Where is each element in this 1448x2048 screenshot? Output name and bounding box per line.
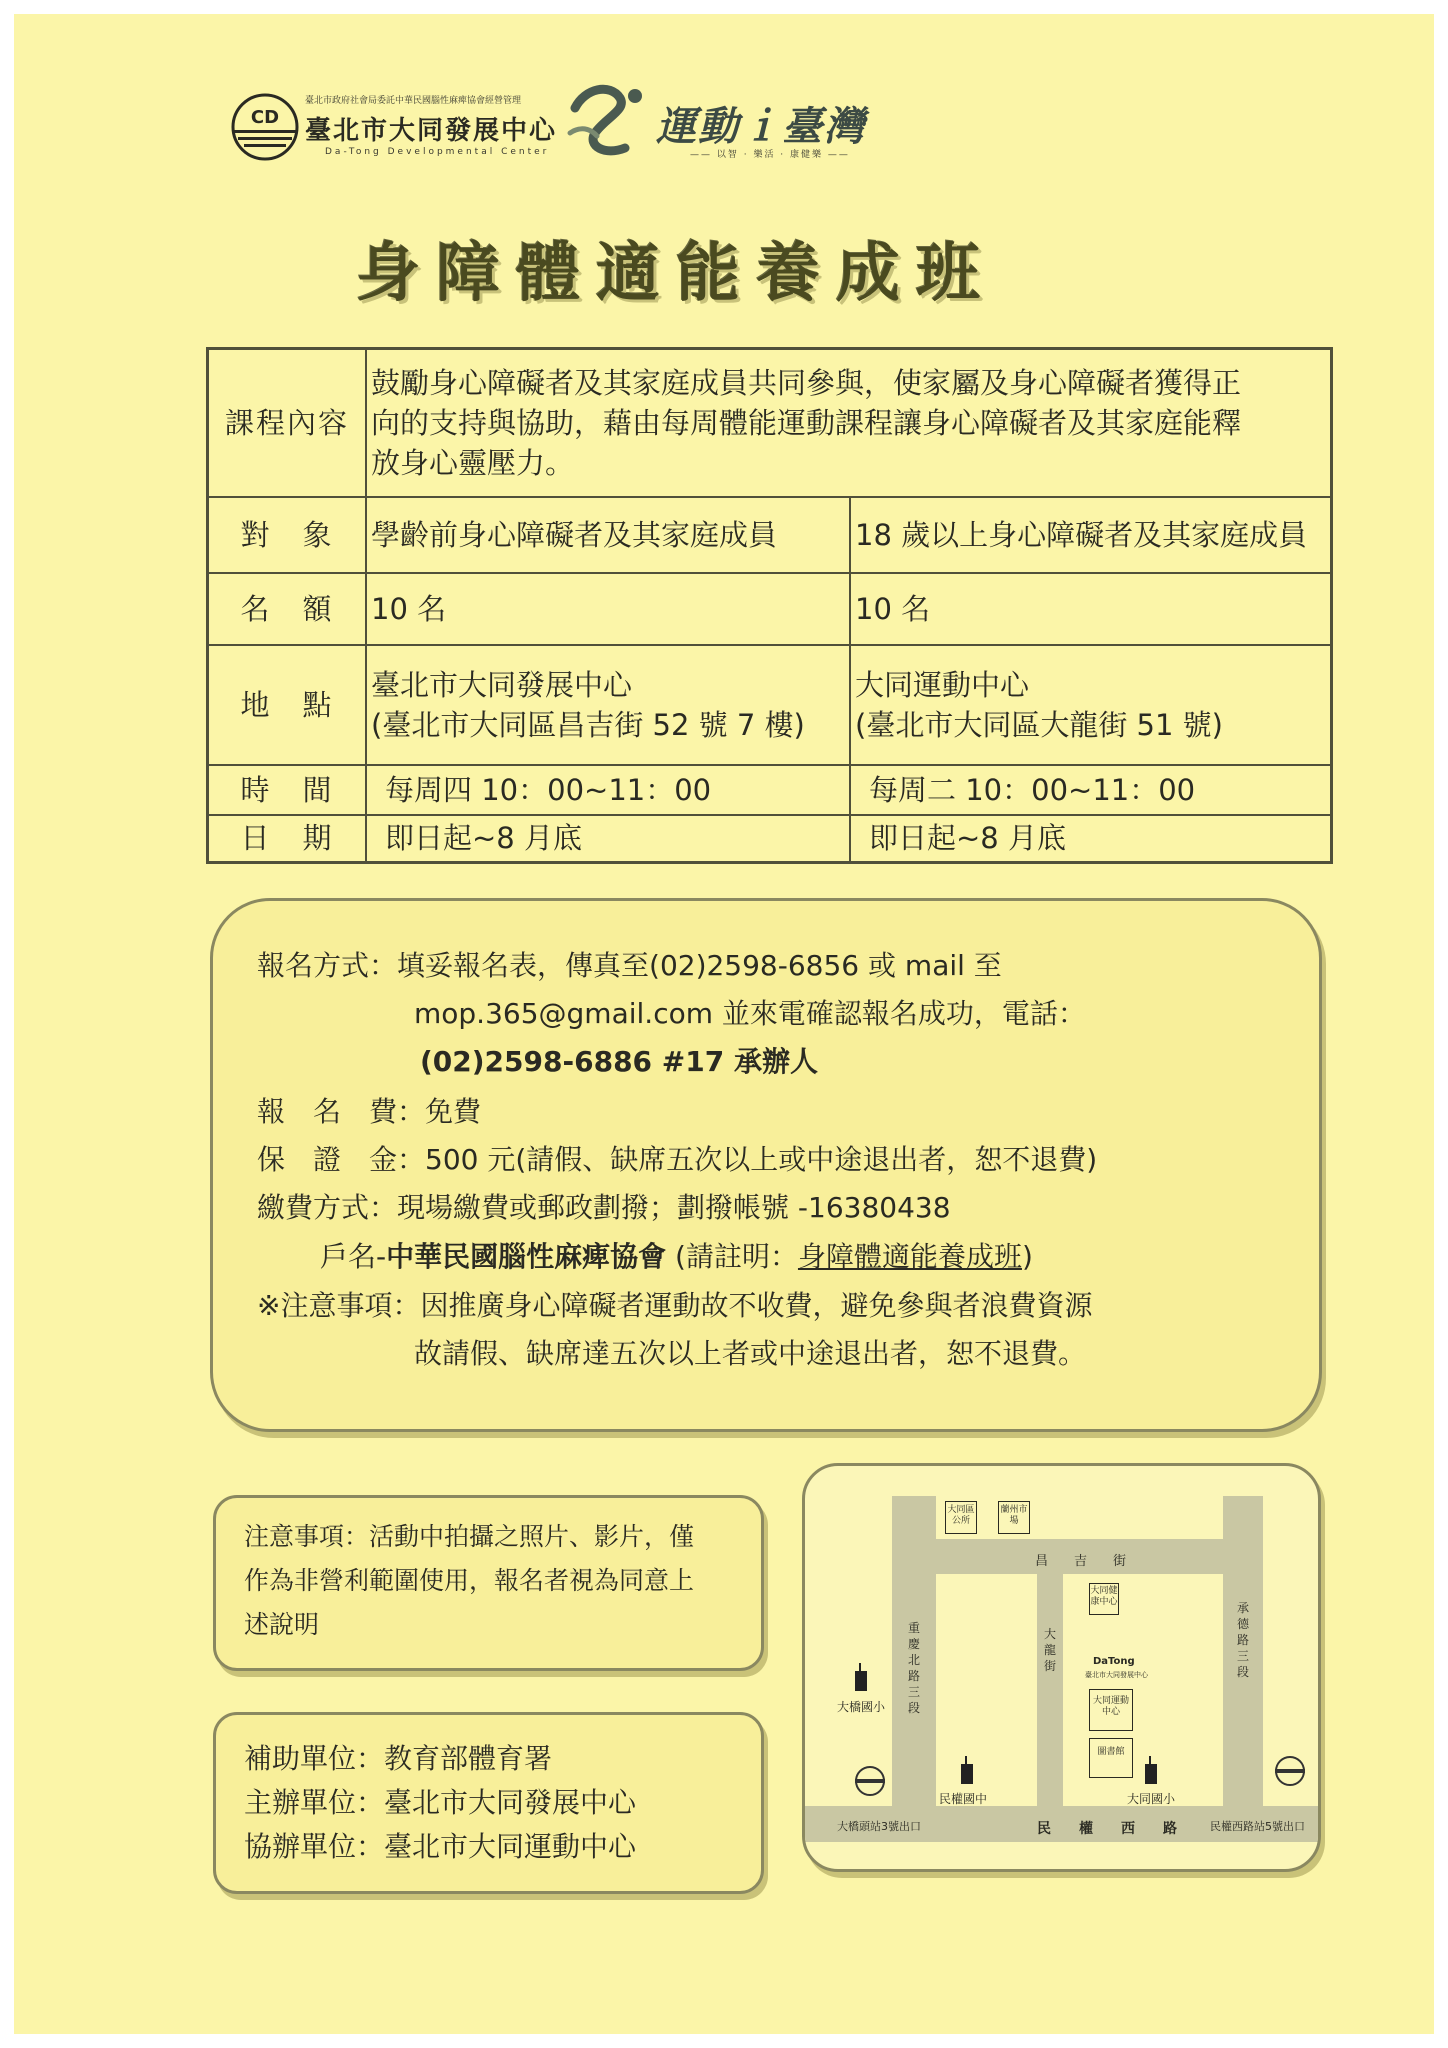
map-poi-library: 圖書館: [1089, 1738, 1133, 1778]
deposit-line: [257, 1138, 1097, 1178]
time-1: 每周四 10：00~11：00: [366, 765, 850, 815]
map-poi-health-center: 大同健康中心: [1089, 1583, 1119, 1615]
datong-logo-icon: [230, 92, 300, 162]
payment-label: 繳費方式：: [257, 1191, 398, 1224]
map-poi-sports-center: 大同運動中心: [1089, 1689, 1133, 1731]
course-label: 課程內容: [208, 349, 367, 497]
sponsors-box: [213, 1712, 764, 1894]
location-map: [802, 1463, 1321, 1872]
phone-line: (02)2598-6886 #17 承辦人: [420, 1045, 818, 1078]
org-name: 臺北市大同發展中心: [305, 116, 558, 146]
datong-logo-mark: CD: [250, 107, 280, 128]
time-label: 時 間: [208, 765, 367, 815]
notice-text-1: 因推廣身心障礙者運動故不收費，避免參與者浪費資源: [420, 1289, 1093, 1322]
photo-notice-line-1: 注意事項：活動中拍攝之照片、影片，僅: [244, 1522, 695, 1551]
place-2-addr: (臺北市大同區大龍街 51 號): [855, 707, 1223, 742]
target-1: 學齡前身心障礙者及其家庭成員: [366, 497, 850, 573]
quota-label: 名 額: [208, 573, 367, 645]
photo-notice-line-2: 作為非營利範圍使用，報名者視為同意上: [244, 1566, 695, 1595]
payment-value: 現場繳費或郵政劃撥；劃撥帳號 -16380438: [397, 1191, 951, 1224]
table-row-target: [208, 497, 1332, 573]
place-1: [366, 645, 850, 765]
campaign-swirl-icon: [565, 78, 655, 160]
target-label: 對 象: [208, 497, 367, 573]
map-metro-right-icon: [1275, 1756, 1305, 1786]
place-2: [850, 645, 1332, 765]
notice-label: ※注意事項：: [257, 1289, 421, 1322]
sponsor-line-1: 補助單位：教育部體育署: [244, 1742, 553, 1775]
map-metro-left-icon: [855, 1766, 885, 1796]
course-text-2: 向的支持與協助，藉由每周體能運動課程讓身心障礙者及其家庭能釋: [371, 405, 1242, 440]
map-school-daqiao-icon: [855, 1671, 867, 1691]
table-row-quota: [208, 573, 1332, 645]
account-line: [320, 1235, 1033, 1275]
table-row-place: [208, 645, 1332, 765]
course-content: [366, 349, 1332, 497]
photo-notice-line-3: 述說明: [244, 1610, 320, 1639]
map-road-left-label: 重慶北路三段: [907, 1621, 920, 1715]
map-poi-district-office: 大同區公所: [945, 1501, 977, 1534]
map-poi-datong: DaTong: [1093, 1656, 1135, 1667]
sponsors-text: [244, 1737, 636, 1869]
page-title: 身障體適能養成班: [356, 237, 996, 311]
notice-line-2: 故請假、缺席達五次以上者或中途退出者，恕不退費。: [414, 1337, 1087, 1370]
map-road-bottom-label: 民 權 西 路: [1037, 1821, 1177, 1837]
target-2: 18 歲以上身心障礙者及其家庭成員: [850, 497, 1332, 573]
datong-logo: [230, 92, 300, 166]
map-school-minquan-icon: [961, 1764, 973, 1784]
quota-1: 10 名: [366, 573, 850, 645]
course-text-1: 鼓勵身心障礙者及其家庭成員共同參與，使家屬及身心障礙者獲得正: [371, 365, 1242, 400]
map-poi-datong-sub: 臺北市大同發展中心: [1085, 1671, 1148, 1679]
campaign-sub: —— 以智 · 樂活 · 康健樂 ——: [690, 150, 850, 160]
place-label: 地 點: [208, 645, 367, 765]
method-text: 填妥報名表，傳真至(02)2598-6856 或 mail 至: [397, 949, 1002, 982]
sponsor-line-3: 協辦單位：臺北市大同運動中心: [244, 1830, 637, 1863]
map-exit-left: 大橋頭站3號出口: [837, 1820, 921, 1833]
photo-notice-text: [244, 1515, 694, 1647]
fee-line: [257, 1090, 481, 1130]
email-line: mop.365@gmail.com 並來電確認報名成功，電話：: [414, 997, 1086, 1030]
account-note-suffix: ): [1021, 1240, 1033, 1273]
fee-label: 報 名 費：: [257, 1095, 426, 1128]
quota-2: 10 名: [850, 573, 1332, 645]
map-road-middle: [1037, 1574, 1063, 1806]
sponsor-line-2: 主辦單位：臺北市大同發展中心: [244, 1786, 637, 1819]
date-1: 即日起~8 月底: [366, 815, 850, 863]
account-note: 身障體適能養成班: [797, 1240, 1022, 1273]
photo-notice-box: [213, 1495, 764, 1671]
date-2: 即日起~8 月底: [850, 815, 1332, 863]
map-school-datong-icon: [1145, 1764, 1157, 1784]
map-school-minquan: 民權國中: [939, 1792, 988, 1806]
deposit-value: 500 元(請假、缺席五次以上或中途退出者，恕不退費): [425, 1143, 1098, 1176]
campaign-logo: [565, 78, 655, 164]
map-school-daqiao: 大橋國小: [837, 1700, 886, 1714]
map-school-datong: 大同國小: [1127, 1792, 1176, 1806]
org-en-name: Da-Tong Developmental Center: [325, 147, 550, 157]
deposit-label: 保 證 金：: [257, 1143, 426, 1176]
map-road-middle-label: 大龍街: [1043, 1627, 1056, 1673]
map-road-right-label: 承德路三段: [1236, 1601, 1249, 1679]
place-2-name: 大同運動中心: [855, 667, 1030, 702]
account-name: 中華民國腦性麻痺協會: [386, 1240, 667, 1273]
place-1-name: 臺北市大同發展中心: [371, 667, 633, 702]
time-2: 每周二 10：00~11：00: [850, 765, 1332, 815]
date-label: 日 期: [208, 815, 367, 863]
table-row-date: [208, 815, 1332, 863]
map-road-top-label: 昌 吉 街: [1035, 1554, 1127, 1569]
method-label: 報名方式：: [257, 949, 398, 982]
method-line: [257, 944, 1002, 984]
org-small-text: 臺北市政府社會局委託中華民國腦性麻痺協會經營管理: [305, 96, 522, 106]
map-poi-lanzhou-market: 蘭州市場: [998, 1501, 1030, 1534]
course-text-3: 放身心靈壓力。: [371, 445, 575, 480]
notice-line-1: [257, 1284, 1092, 1324]
payment-line: [257, 1186, 951, 1226]
table-row-course: [208, 349, 1332, 497]
info-table: [206, 347, 1333, 864]
table-row-time: [208, 765, 1332, 815]
account-note-prefix: (請註明：: [666, 1240, 798, 1273]
account-prefix: 戶名-: [320, 1240, 387, 1273]
fee-value: 免費: [425, 1095, 482, 1128]
place-1-addr: (臺北市大同區昌吉街 52 號 7 樓): [371, 707, 805, 742]
map-exit-right: 民權西路站5號出口: [1210, 1820, 1305, 1833]
campaign-name: 運動ｉ臺灣: [656, 104, 866, 150]
